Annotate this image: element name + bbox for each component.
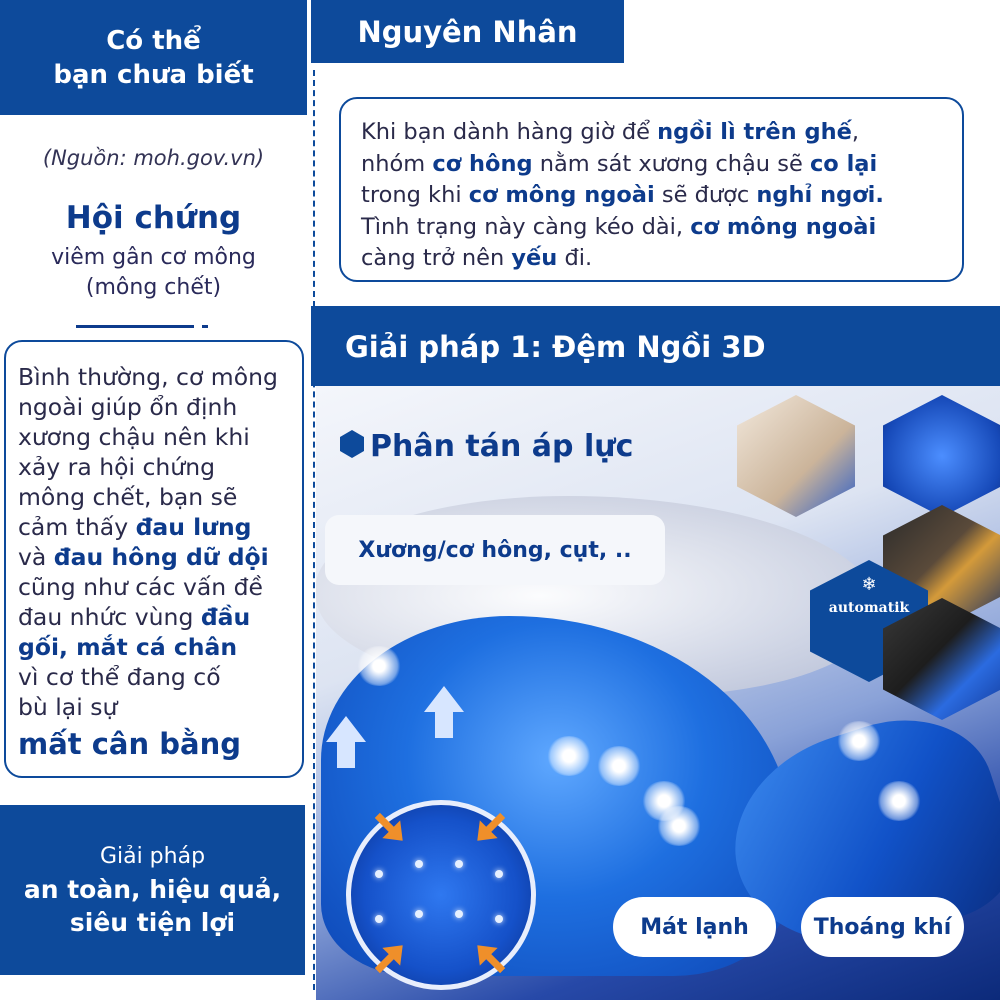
cause-highlight: cơ hông <box>432 150 533 177</box>
syndrome-subtitle <box>0 243 307 303</box>
left-divider <box>76 325 194 328</box>
gel-dot <box>495 870 503 878</box>
symptom-line: bù lại sự <box>18 693 118 721</box>
breathable-badge: Thoáng khí <box>801 897 964 957</box>
cooling-badge: Mát lạnh <box>613 897 776 957</box>
snowflake-icon: ❄ <box>861 574 877 595</box>
gel-dot <box>455 860 463 868</box>
gel-dot <box>455 910 463 918</box>
symptom-highlight: đau lưng <box>135 513 252 541</box>
bone-muscle-label: Xương/cơ hông, cụt, .. <box>325 515 665 585</box>
cause-highlight: nghỉ ngơi. <box>756 182 884 208</box>
footer-strong-line1: an toàn, hiệu quả, <box>23 875 282 904</box>
cause-text: nhóm <box>361 150 433 177</box>
cause-highlight: cơ mông ngoài <box>468 182 655 208</box>
symptom-text: và <box>18 543 54 571</box>
left-divider-dot <box>202 325 208 328</box>
left-header-line2: bạn chưa biết <box>53 59 254 90</box>
cause-text: nằm sát xương chậu sẽ <box>532 150 810 177</box>
air-swirl-icon <box>546 736 592 776</box>
cause-line <box>361 243 942 275</box>
gel-dot <box>495 915 503 923</box>
symptom-line: cũng như các vấn đề <box>18 573 264 601</box>
cause-line <box>361 117 942 149</box>
symptom-highlight: đầu <box>200 603 251 631</box>
gel-dot <box>415 860 423 868</box>
cause-header: Nguyên Nhân <box>311 0 624 63</box>
syndrome-sub-line1: viêm gân cơ mông <box>51 245 256 270</box>
left-header-line1: Có thể <box>106 25 201 56</box>
column-divider <box>313 70 315 990</box>
air-swirl-icon <box>356 646 402 686</box>
source-note: (Nguồn: moh.gov.vn) <box>42 146 265 170</box>
gel-dot <box>375 870 383 878</box>
pressure-title: Phân tán áp lực <box>370 429 634 464</box>
symptom-line <box>18 542 294 572</box>
left-header-banner <box>0 0 307 115</box>
gel-dot <box>415 910 423 918</box>
symptom-line: Bình thường, cơ mông <box>18 363 278 391</box>
symptom-text: đau nhức vùng <box>18 603 201 631</box>
symptom-line: xương chậu nên khi <box>18 423 250 451</box>
cause-highlight: ngồi lì trên ghế <box>657 119 852 145</box>
footer-strong-line2: siêu tiện lợi <box>69 908 236 937</box>
footer-small-text: Giải pháp <box>99 844 206 869</box>
cause-text: trong khi <box>361 182 469 208</box>
air-swirl-icon <box>836 721 882 761</box>
cause-text-box <box>339 97 964 282</box>
symptom-line: xảy ra hội chứng <box>18 453 216 481</box>
cause-line <box>361 212 942 244</box>
cause-text: Tình trạng này càng kéo dài, <box>361 213 691 240</box>
left-footer-banner <box>0 805 305 975</box>
cause-highlight: co lại <box>809 150 878 177</box>
imbalance-highlight: mất cân bằng <box>18 727 241 761</box>
cause-line <box>361 149 942 181</box>
symptom-highlight: đau hông dữ dội <box>53 543 269 571</box>
cause-text: , <box>851 119 860 145</box>
symptom-line: mông chết, bạn sẽ <box>18 483 238 511</box>
cause-line <box>361 180 942 212</box>
brand-label: automatik <box>828 600 910 616</box>
cause-text: đi. <box>557 245 593 271</box>
air-swirl-icon <box>596 746 642 786</box>
gel-dot <box>375 915 383 923</box>
symptom-line <box>18 512 294 542</box>
cause-text: càng trở nên <box>361 245 512 271</box>
symptom-text: cảm thấy <box>18 513 136 541</box>
cause-text: Khi bạn dành hàng giờ để <box>361 119 658 145</box>
symptom-line <box>18 602 294 632</box>
air-swirl-icon <box>876 781 922 821</box>
solution-title: Giải pháp 1: Đệm Ngồi 3D <box>345 330 766 364</box>
air-swirl-icon <box>656 806 702 846</box>
syndrome-sub-line2: (mông chết) <box>85 275 222 300</box>
airflow-arrow-icon <box>424 686 464 738</box>
syndrome-title: Hội chứng <box>65 200 242 236</box>
symptom-text-box <box>4 340 304 778</box>
cause-highlight: cơ mông ngoài <box>690 213 877 240</box>
symptom-line: vì cơ thể đang cố <box>18 663 221 691</box>
cause-text: sẽ được <box>654 182 757 208</box>
cause-highlight: yếu <box>511 245 558 271</box>
symptom-line: ngoài giúp ổn định <box>18 393 238 421</box>
airflow-arrow-icon <box>326 716 366 768</box>
symptom-highlight: gối, mắt cá chân <box>18 633 238 661</box>
